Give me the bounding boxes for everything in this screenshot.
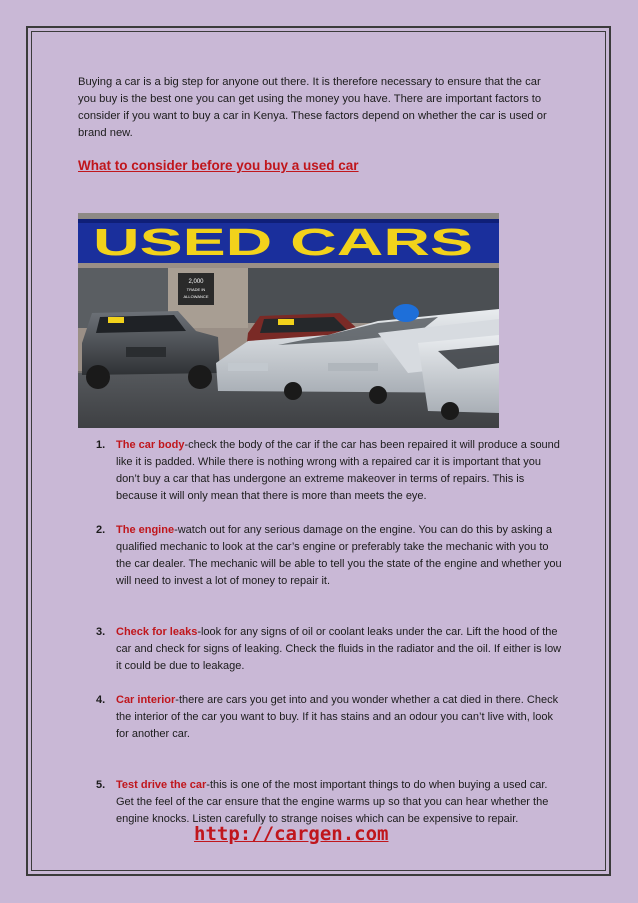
list-item bbox=[92, 437, 562, 505]
used-cars-lot-image bbox=[78, 213, 499, 428]
list-item bbox=[92, 624, 562, 675]
list-item bbox=[92, 692, 562, 743]
list-text: -watch out for any serious damage on the engine. You can do this by asking a qualified mechanic to look at the car’s engine or preferably take the mechanic with you to the car dealer. The mechanic will be able to tell you the state of the engine and whether you will need to invest a lot of money to repair it. bbox=[116, 524, 562, 587]
list-text: -there are cars you get into and you wonder whether a cat died in there. Check the interior of the car you want to buy. If it has stains and an odour you can’t live with, look for another car. bbox=[116, 694, 559, 740]
list-number: 2. bbox=[96, 524, 106, 536]
list-term: Test drive the car bbox=[116, 779, 207, 791]
list-term: Car interior bbox=[116, 694, 176, 706]
list-number: 3. bbox=[96, 626, 106, 638]
list-item bbox=[92, 522, 562, 590]
svg-text:TRADE IN: TRADE IN bbox=[186, 287, 206, 292]
section-heading: What to consider before you buy a used car bbox=[78, 158, 359, 173]
svg-text:2,000: 2,000 bbox=[188, 279, 204, 285]
list-text: -this is one of the most important things to do when buying a used car. Get the feel of the car ensure that the engine warms up so that you can hear whether the engine knocks. Listen carefully to strange noises which can be expensive to repair. bbox=[116, 779, 549, 825]
blue-balloon bbox=[393, 304, 419, 322]
considerations-list bbox=[92, 437, 562, 828]
svg-text:USED CARS: USED CARS bbox=[93, 222, 473, 264]
footer-link[interactable]: http://cargen.com bbox=[194, 823, 389, 845]
list-number: 4. bbox=[96, 694, 106, 706]
list-term: The car body bbox=[116, 439, 185, 451]
list-number: 1. bbox=[96, 439, 106, 451]
svg-text:ALLOWANCE: ALLOWANCE bbox=[183, 294, 209, 299]
used-cars-lot-photo bbox=[78, 213, 499, 428]
list-number: 5. bbox=[96, 779, 106, 791]
list-term: Check for leaks bbox=[116, 626, 198, 638]
list-text: -check the body of the car if the car has been repaired it will produce a sound like it is padded. While there is nothing wrong with a repaired car it is important that you don’t buy a car that has undergone an extreme makeover in terms of repairs. This is because it will only mean that there is more than meets the eye. bbox=[116, 439, 560, 502]
list-item bbox=[92, 777, 562, 828]
intro-paragraph: Buying a car is a big step for anyone out there. It is therefore necessary to ensure that the car you buy is the best one you can get using the money you have. There are important factors to consider if you want to buy a car in Kenya. These factors depend on whether the car is used or brand new. bbox=[78, 76, 547, 139]
list-term: The engine bbox=[116, 524, 175, 536]
list-text: -look for any signs of oil or coolant leaks under the car. Lift the hood of the car and check for signs of leaking. Check the fluids in the radiator and the oil. If either is low it could be due to leakage. bbox=[116, 626, 562, 672]
document-body bbox=[78, 74, 560, 173]
